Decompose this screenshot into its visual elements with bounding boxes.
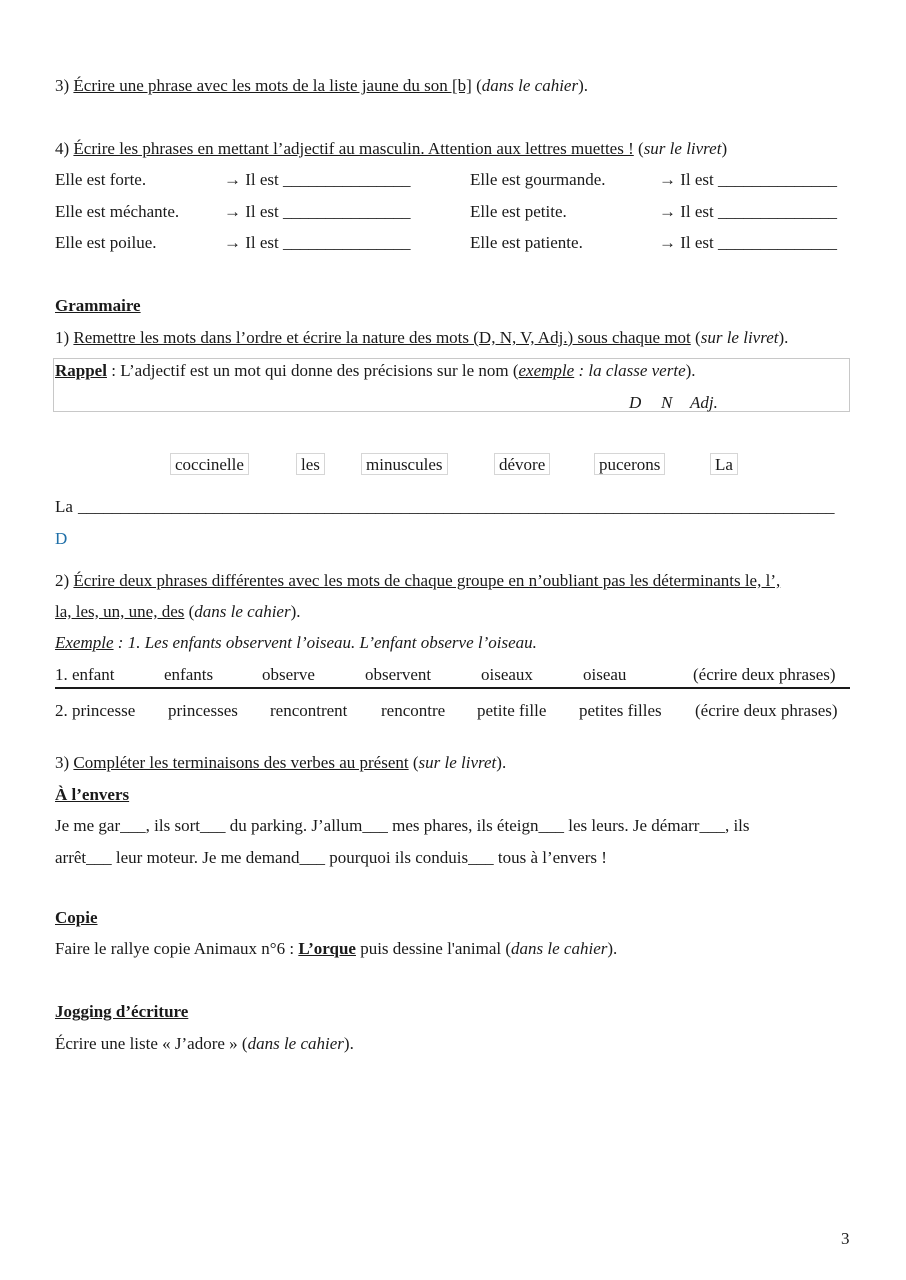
word-group-1-item: observe	[262, 665, 315, 684]
answer-blank[interactable]: → Il est ______________	[659, 170, 838, 189]
instruction-text: Écrire une phrase avec les mots de la liste jaune du son [b]	[73, 76, 472, 95]
exercise-number: 4)	[55, 139, 74, 158]
word-group-2-item: petite fille	[477, 701, 547, 720]
nature-tag-adj: Adj.	[690, 393, 718, 412]
paren-close: ).	[496, 753, 507, 772]
exercise-number: 3)	[55, 753, 74, 772]
instruction-text: Écrire deux phrases différentes avec les mots de chaque groupe en n’oubliant pas les déterminants le, l’,	[73, 571, 781, 590]
word-group-2-item: (écrire deux phrases)	[695, 701, 838, 720]
instruction-text: puis dessine l'animal (	[355, 939, 512, 958]
example-text: : 1. Les enfants observent l’oiseau. L’enfant observe l’oiseau.	[113, 633, 537, 652]
answer-blank[interactable]: → Il est _______________	[224, 233, 411, 252]
section-title-grammaire: Grammaire	[55, 296, 141, 315]
rappel-label: Rappel	[55, 361, 107, 380]
rappel-text	[55, 361, 696, 381]
word-group-2-item: princesses	[168, 701, 238, 720]
nature-tag-d: D	[629, 393, 642, 412]
divider	[55, 687, 850, 689]
jogging-instruction	[55, 1034, 354, 1054]
section-title-jogging: Jogging d’écriture	[55, 1002, 189, 1021]
instruction-text: Faire le rallye copie Animaux n°6 :	[55, 939, 299, 958]
location-note: dans le cahier	[247, 1034, 344, 1053]
word-group-1-item: (écrire deux phrases)	[693, 665, 836, 684]
instruction-text: Écrire une liste « J’adore » (	[55, 1034, 248, 1053]
location-note: dans le cahier	[194, 602, 291, 621]
rappel-body: : L’adjectif est un mot qui donne des précisions sur le nom (	[106, 361, 519, 380]
word-group-1-item: oiseaux	[481, 665, 533, 684]
exercise-number: 3)	[55, 76, 74, 95]
location-note: sur le livret	[643, 139, 722, 158]
text-title-a-l-envers: À l’envers	[55, 785, 130, 804]
instruction-text: la, les, un, une, des	[55, 602, 185, 621]
fill-in-text-line-1[interactable]: Je me gar___, ils sort___ du parking. J’allum___ mes phares, ils éteign___ les leurs. Je démarr___, ils	[55, 816, 750, 835]
word-card[interactable]: dévore	[494, 453, 550, 475]
answer-blank[interactable]: → Il est ______________	[659, 233, 838, 252]
location-note: dans le cahier	[511, 939, 608, 958]
word-group-2-item: rencontrent	[270, 701, 348, 720]
word-card[interactable]: La	[710, 453, 738, 475]
instruction-text: Remettre les mots dans l’ordre et écrire la nature des mots (D, N, V, Adj.) sous chaque mot	[73, 328, 691, 347]
word-group-1-item: oiseau	[583, 665, 627, 684]
word-group-2-item: rencontre	[381, 701, 446, 720]
word-card[interactable]: pucerons	[594, 453, 665, 475]
word-card[interactable]: minuscules	[361, 453, 448, 475]
word-card[interactable]: les	[296, 453, 325, 475]
word-group-1-item: enfants	[164, 665, 214, 684]
example-label: Exemple	[55, 633, 114, 652]
word-group-2-item: 2. princesse	[55, 701, 136, 720]
answer-nature-tag: D	[55, 529, 68, 548]
instruction-text: Compléter les terminaisons des verbes au présent	[73, 753, 409, 772]
paren-close: ).	[778, 328, 789, 347]
answer-line[interactable]: _________________________________________________________________________________________	[78, 497, 835, 516]
example-label: exemple	[518, 361, 575, 380]
copie-instruction	[55, 939, 617, 959]
adjective-sentence: Elle est patiente.	[470, 233, 583, 252]
grammar-exercise-2-instruction-line1	[55, 571, 780, 591]
grammar-exercise-2-instruction-line2	[55, 602, 301, 622]
exercise-number: 1)	[55, 328, 74, 347]
example-text: : la classe verte	[574, 361, 686, 380]
paren-close: )	[721, 139, 728, 158]
grammar-exercise-1-instruction	[55, 328, 788, 348]
paren-close: ).	[607, 939, 618, 958]
answer-blank[interactable]: → Il est _______________	[224, 202, 411, 221]
nature-tag-n: N	[661, 393, 673, 412]
paren-close: ).	[685, 361, 696, 380]
paren-close: ).	[578, 76, 589, 95]
answer-blank[interactable]: → Il est _______________	[224, 170, 411, 189]
paren-open: (	[633, 139, 644, 158]
word-group-1-item: observent	[365, 665, 432, 684]
adjective-sentence: Elle est forte.	[55, 170, 147, 189]
location-note: sur le livret	[700, 328, 779, 347]
paren-open: (	[408, 753, 419, 772]
adjective-sentence: Elle est gourmande.	[470, 170, 606, 189]
answer-blank[interactable]: → Il est ______________	[659, 202, 838, 221]
location-note: sur le livret	[418, 753, 497, 772]
adjective-sentence: Elle est méchante.	[55, 202, 180, 221]
grammar-exercise-3-instruction	[55, 753, 506, 773]
location-note: dans le cahier	[481, 76, 579, 95]
exercise-3-instruction	[55, 76, 588, 96]
copy-title: L’orque	[298, 939, 356, 958]
page-number: 3	[841, 1229, 850, 1248]
answer-start-word: La	[55, 497, 73, 516]
exercise-number: 2)	[55, 571, 74, 590]
word-card[interactable]: coccinelle	[170, 453, 249, 475]
paren-open: (	[690, 328, 701, 347]
fill-in-text-line-2[interactable]: arrêt___ leur moteur. Je me demand___ pourquoi ils conduis___ tous à l’envers !	[55, 848, 607, 867]
paren-close: ).	[290, 602, 301, 621]
adjective-sentence: Elle est petite.	[470, 202, 567, 221]
section-title-copie: Copie	[55, 908, 98, 927]
paren-open: (	[184, 602, 195, 621]
grammar-exercise-2-example	[55, 633, 537, 653]
adjective-sentence: Elle est poilue.	[55, 233, 157, 252]
paren-open: (	[471, 76, 482, 95]
paren-close: ).	[343, 1034, 354, 1053]
instruction-text: Écrire les phrases en mettant l’adjectif au masculin. Attention aux lettres muettes !	[73, 139, 634, 158]
exercise-4-instruction	[55, 139, 727, 159]
word-group-2-item: petites filles	[579, 701, 662, 720]
word-group-1-item: 1. enfant	[55, 665, 115, 684]
